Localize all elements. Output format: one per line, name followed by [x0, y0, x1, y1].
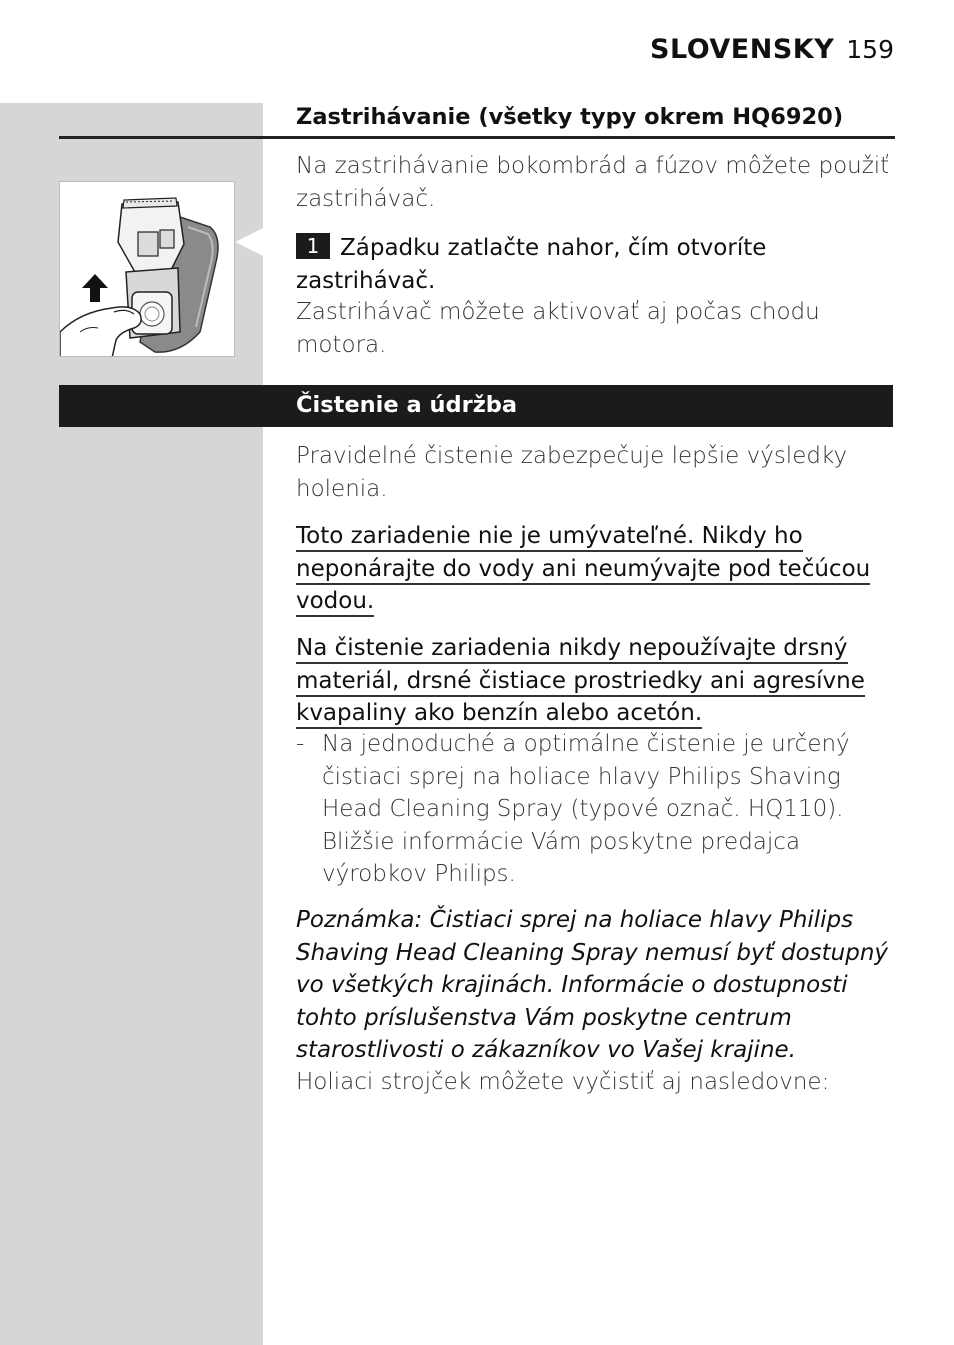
- section-title-trimming: Zastrihávanie (všetky typy okrem HQ6920): [296, 104, 844, 130]
- warning-abrasive-text: Na čistenie zariadenia nikdy nepoužívajte drsný materiál, drsné čistiace prostriedky ani agresívne kvapaliny ako benzín alebo acetón.: [296, 635, 865, 729]
- shaver-trimmer-icon: [60, 182, 235, 357]
- step-1: [296, 232, 896, 297]
- note-paragraph: Poznámka: Čistiaci sprej na holiace hlavy Philips Shaving Head Cleaning Spray nemusí byť dostupný vo všetkých krajinách. Informácie o dostupnosti tohto príslušenstva Vám poskytne centrum starostlivosti o zákazníkov vo Vašej krajine.: [296, 907, 889, 1063]
- warning-abrasive: [296, 632, 896, 730]
- bullet-text: Na jednoduché a optimálne čistenie je určený čistiaci sprej na holiace hlavy Philips Shaving Head Cleaning Spray (typové označ. HQ110). Bližšie informácie Vám poskytne predajca výrobkov Philips.: [322, 731, 850, 887]
- section-title-cleaning: Čistenie a údržba: [296, 392, 518, 418]
- page-number: 159: [846, 35, 894, 64]
- list-item: [296, 728, 896, 891]
- closing-text: Holiaci strojček môžete vyčistiť aj nasledovne:: [296, 1069, 830, 1095]
- step-number-badge: 1: [296, 233, 330, 259]
- callout-pointer: [235, 228, 263, 256]
- trimmer-illustration: [59, 181, 235, 357]
- warning-not-washable-text: Toto zariadenie nie je umývateľné. Nikdy ho neponárajte do vody ani neumývajte pod tečúcou vodou.: [296, 523, 870, 617]
- trimming-note: Zastrihávač môžete aktivovať aj počas chodu motora.: [296, 299, 820, 358]
- bullet-dash: -: [296, 731, 305, 757]
- section-divider: [59, 136, 895, 139]
- step-1-text: Západku zatlačte nahor, čím otvoríte zastrihávač.: [296, 235, 767, 294]
- language-label: SLOVENSKY: [650, 34, 835, 65]
- trimming-intro: Na zastrihávanie bokombrád a fúzov môžete použiť zastrihávač.: [296, 153, 890, 212]
- warning-not-washable: [296, 520, 896, 618]
- cleaning-intro: Pravidelné čistenie zabezpečuje lepšie výsledky holenia.: [296, 443, 848, 502]
- page-header: [650, 34, 894, 65]
